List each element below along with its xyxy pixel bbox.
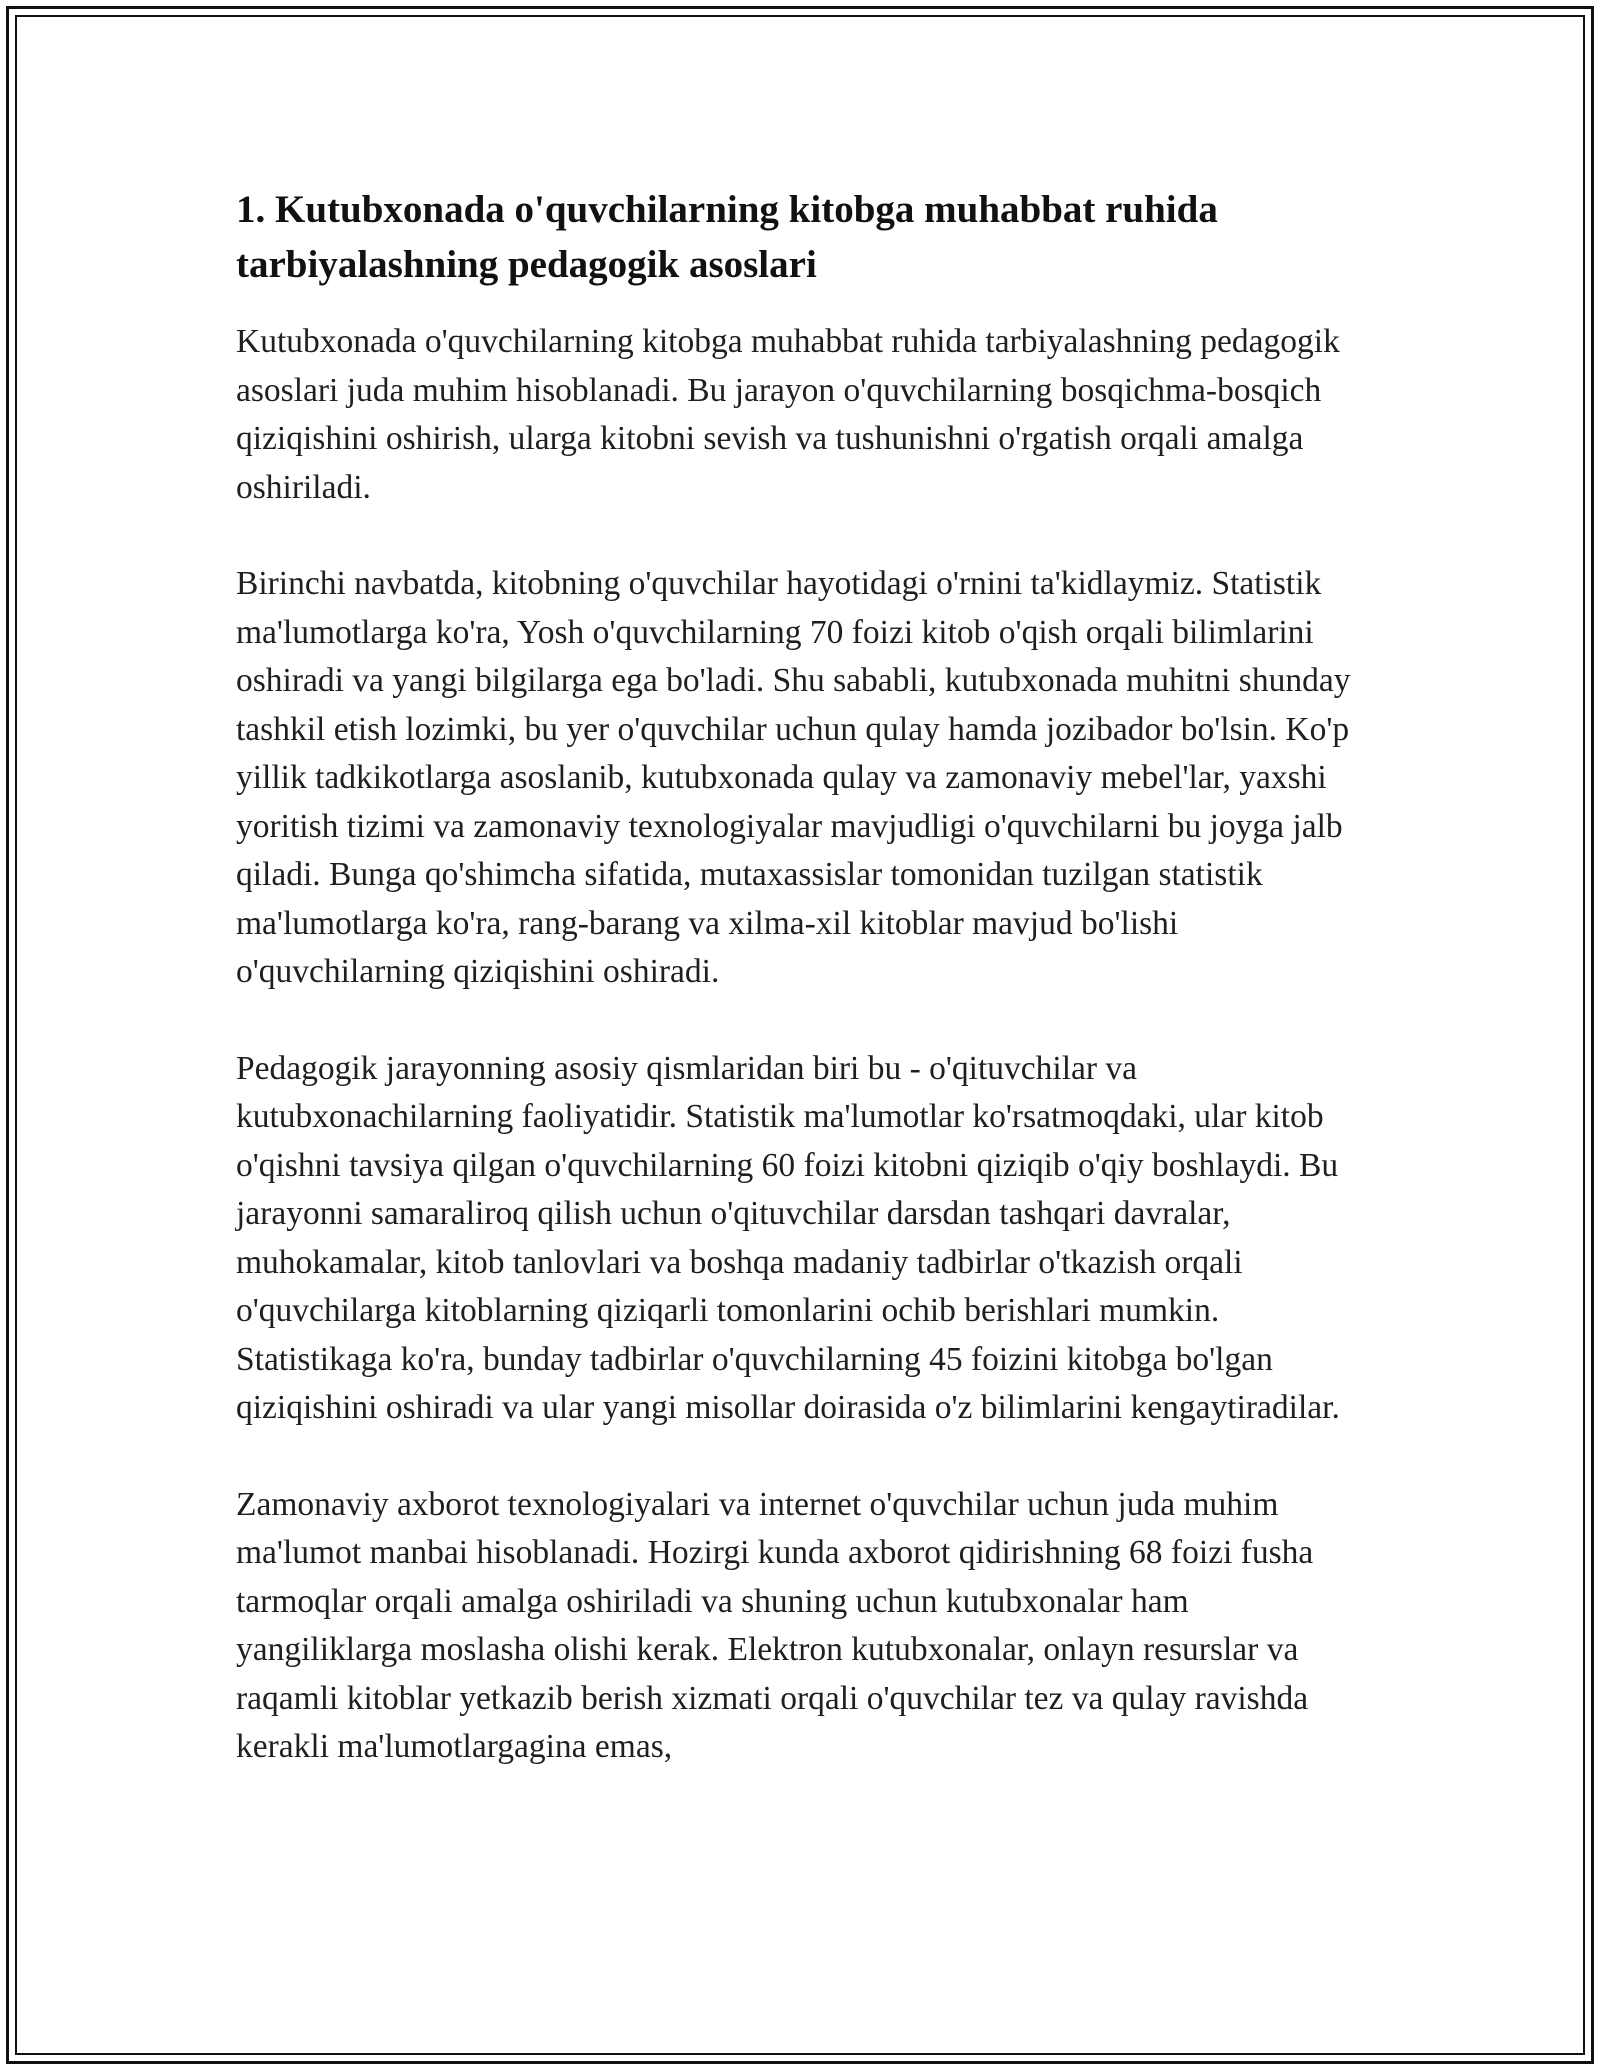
document-body	[236, 182, 1370, 1820]
paragraph-intro: Kutubxonada o'quvchilarning kitobga muhabbat ruhida tarbiyalashning pedagogik asoslari juda muhim hisoblanadi. Bu jarayon o'quvchilarning bosqichma-bosqich qiziqishini oshirish, ularga kitobni sevish va tushunishni o'rgatish orqali amalga oshiriladi.	[236, 323, 1340, 506]
paragraph-teachers-role: Pedagogik jarayonning asosiy qismlaridan biri bu - o'qituvchilar va kutubxonachilarning faoliyatidir. Statistik ma'lumotlar ko'rsatmoqdaki, ular kitob o'qishni tavsiya qilgan o'quvchilarning 60 foizi kitobni qiziqib o'qiy boshlaydi. Bu jarayonni samaraliroq qilish uchun o'qituvchilar darsdan tashqari davralar, muhokamalar, kitob tanlovlari va boshqa madaniy tadbirlar o'tkazish orqali o'quvchilarga kitoblarning qiziqarli tomonlarini ochib berishlari mumkin. Statistikaga ko'ra, bunday tadbirlar o'quvchilarning 45 foizini kitobga bo'lgan qiziqishini oshiradi va ular yangi misollar doirasida o'z bilimlarini kengaytiradilar.	[236, 1049, 1340, 1426]
paragraph-modern-technologies: Zamonaviy axborot texnologiyalari va internet o'quvchilar uchun juda muhim ma'lumot manbai hisoblanadi. Hozirgi kunda axborot qidirishning 68 foizi fusha tarmoqlar orqali amalga oshiriladi va shuning uchun kutubxonalar ham yangiliklarga moslasha olishi kerak. Elektron kutubxonalar, onlayn resurslar va raqamli kitoblar yetkazib berish xizmati orqali o'quvchilar tez va qulay ravishda kerakli ma'lumotlargagina emas,	[236, 1485, 1314, 1765]
paragraph-library-environment: Birinchi navbatda, kitobning o'quvchilar hayotidagi o'rnini ta'kidlaymiz. Statistik ma'lumotlarga ko'ra, Yosh o'quvchilarning 70 foizi kitob o'qish orqali bilimlarini oshiradi va yangi bilgilarga ega bo'ladi. Shu sababli, kutubxonada muhitni shunday tashkil etish lozimki, bu yer o'quvchilar uchun qulay hamda jozibador bo'lsin. Ko'p yillik tadkikotlarga asoslanib, kutubxonada qulay va zamonaviy mebel'lar, yaxshi yoritish tizimi va zamonaviy texnologiyalar mavjudligi o'quvchilarni bu joyga jalb qiladi. Bunga qo'shimcha sifatida, mutaxassislar tomonidan tuzilgan statistik ma'lumotlarga ko'ra, rang-barang va xilma-xil kitoblar mavjud bo'lishi o'quvchilarning qiziqishini oshiradi.	[236, 565, 1351, 990]
section-heading: 1. Kutubxonada o'quvchilarning kitobga muhabbat ruhida tarbiyalashning pedagogik asoslari	[236, 188, 1218, 286]
